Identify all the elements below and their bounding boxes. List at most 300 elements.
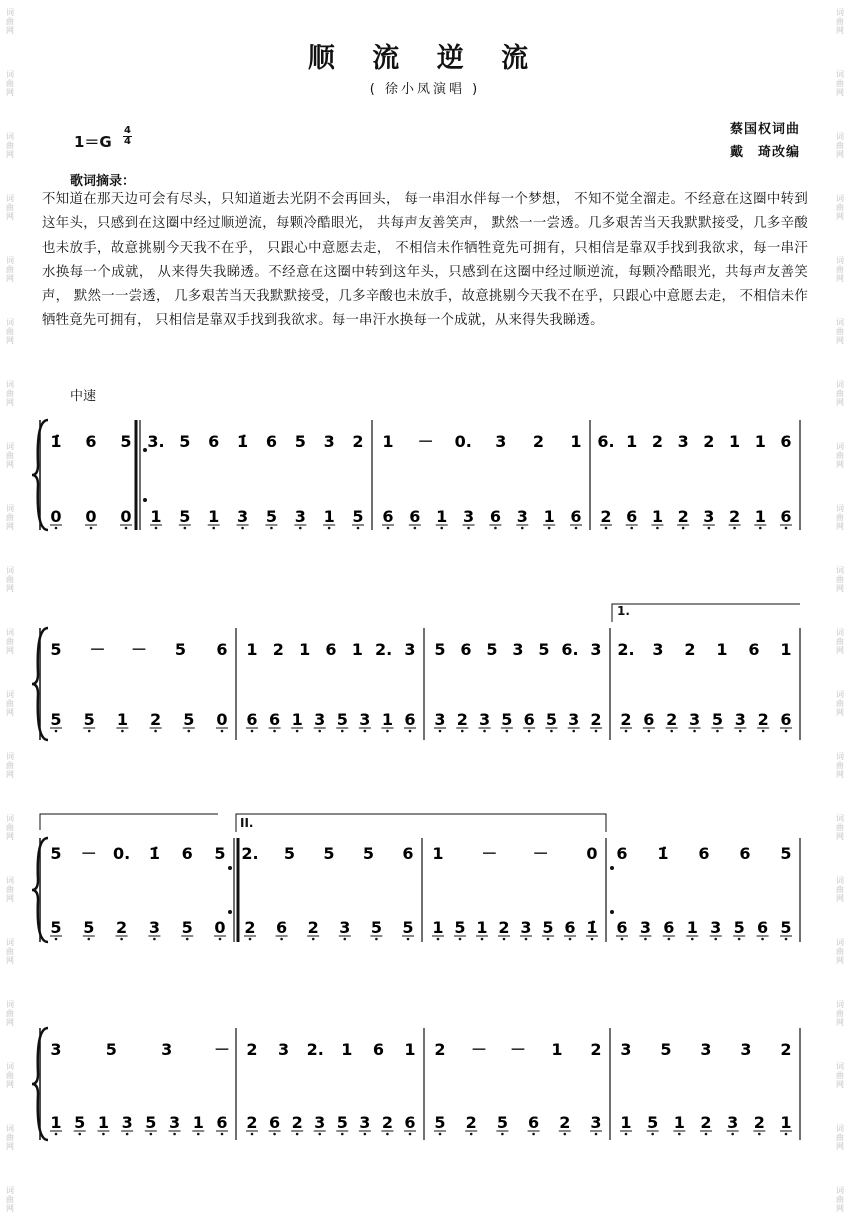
octave-dot (651, 1133, 654, 1136)
score-note: 2 (244, 918, 256, 937)
octave-dot (221, 1133, 224, 1136)
score-note: 6 (523, 710, 535, 729)
score-note: 5 (323, 844, 335, 863)
octave-dot (656, 527, 659, 530)
octave-dot (481, 938, 484, 941)
octave-dot (625, 730, 628, 733)
score-note: 3 (161, 1040, 173, 1059)
octave-dot (386, 730, 389, 733)
score-note: 0 (120, 507, 132, 526)
score-note: 2 (780, 1040, 792, 1059)
score-note: － (481, 844, 498, 863)
octave-dot (249, 938, 252, 941)
score-note: 5 (370, 918, 382, 937)
octave-dot (251, 730, 254, 733)
score-note: 3 (339, 918, 351, 937)
octave-dot (439, 1133, 442, 1136)
score-note: 6 (564, 918, 576, 937)
watermark-text: 词 曲 网 (6, 1000, 14, 1027)
score-note: 6 (246, 710, 258, 729)
watermark-text: 词 曲 网 (836, 628, 844, 655)
score-note: 6 (780, 432, 792, 451)
score-note: 5 (660, 1040, 672, 1059)
score-note: 1̇ (50, 432, 62, 451)
watermark-text: 词 曲 网 (6, 566, 14, 593)
octave-dot (328, 527, 331, 530)
volta-second-bracket (236, 814, 606, 832)
octave-dot (668, 938, 671, 941)
score-note: 3 (734, 710, 746, 729)
watermark-text: 词 曲 网 (836, 380, 844, 407)
score-note: 1̇ (148, 844, 160, 863)
score-note: 1 (382, 432, 394, 451)
score-note: 5 (362, 844, 375, 863)
octave-dot (644, 938, 647, 941)
watermark-text: 词 曲 网 (836, 752, 844, 779)
score-note: － (532, 844, 549, 863)
song-title: 顺 流 逆 流 (307, 43, 543, 74)
score-note: 6 (739, 844, 751, 863)
composer-credit: 蔡国权词曲 (729, 122, 800, 137)
octave-dot (318, 1133, 321, 1136)
score-note: 5 (179, 432, 191, 451)
score-note: 5 (402, 918, 414, 937)
octave-dot (280, 938, 283, 941)
score-note: － (417, 432, 434, 451)
score-note: 3. (147, 432, 165, 451)
score-note: 1̇ (657, 844, 669, 863)
score-note: 1 (686, 918, 698, 937)
score-note: 3 (323, 432, 335, 451)
octave-dot (648, 730, 651, 733)
score-note: － (89, 640, 106, 659)
octave-dot (547, 938, 550, 941)
score-note: 6 (269, 1113, 281, 1132)
score-note: 1 (543, 507, 555, 526)
score-note: 1 (716, 640, 728, 659)
score-note: 2 (757, 710, 769, 729)
score-note: 5 (352, 507, 364, 526)
score-note: 3 (568, 710, 580, 729)
octave-dot (761, 938, 764, 941)
octave-dot (344, 938, 347, 941)
score-note: 0 (85, 507, 97, 526)
score-note: 2. (306, 1040, 324, 1059)
octave-dot (364, 730, 367, 733)
score-note: 2 (498, 918, 510, 937)
score-note: 6 (616, 844, 628, 863)
score-note: 5 (647, 1113, 659, 1132)
watermark-text: 词 曲 网 (836, 690, 844, 717)
score-note: 3 (639, 918, 651, 937)
octave-dot (739, 730, 742, 733)
score-note: 3 (50, 1040, 62, 1059)
score-note: 6 (409, 507, 421, 526)
octave-dot (219, 938, 222, 941)
score-note: 5 (711, 710, 723, 729)
score-note: 5 (214, 844, 226, 863)
lyrics-heading: 歌词摘录： (70, 174, 136, 189)
score-note: 3 (359, 1113, 371, 1132)
score-note: 1 (754, 507, 766, 526)
octave-dot (414, 527, 417, 530)
octave-dot (120, 938, 123, 941)
score-note: 5 (283, 844, 296, 863)
octave-dot (572, 730, 575, 733)
score-note: 5 (336, 710, 348, 729)
octave-dot (407, 938, 410, 941)
octave-dot (733, 527, 736, 530)
score-note: 1 (291, 710, 303, 729)
octave-dot (88, 938, 91, 941)
score-note: 3 (512, 640, 524, 659)
watermark-text: 词 曲 网 (836, 256, 844, 283)
score-note: 3 (495, 432, 507, 451)
score-note: 3 (148, 918, 160, 937)
score-note: 1 (351, 640, 363, 659)
score-note: 6 (570, 507, 582, 526)
octave-dot (153, 938, 156, 941)
score-note: 6 (181, 844, 193, 863)
score-note: 2 (246, 1113, 258, 1132)
score-note: 6 (402, 844, 414, 863)
score-note: 5 (174, 640, 187, 659)
score-note: 3 (516, 507, 528, 526)
score-note: － (470, 1040, 488, 1059)
octave-dot (678, 1133, 681, 1136)
octave-dot (212, 527, 215, 530)
octave-dot (55, 527, 58, 530)
repeat-dot (610, 866, 614, 870)
score-note: 2 (677, 507, 689, 526)
watermark-text: 词 曲 网 (836, 1062, 844, 1089)
score-note: 3 (314, 1113, 326, 1132)
octave-dot (102, 1133, 105, 1136)
score-note: － (80, 844, 97, 863)
watermark-text: 词 曲 网 (6, 318, 14, 345)
watermark-text: 词 曲 网 (6, 690, 14, 717)
octave-dot (55, 938, 58, 941)
score-note: 6 (269, 710, 281, 729)
score-note: 6 (780, 507, 792, 526)
tempo-marking: 中速 (70, 389, 97, 404)
octave-dot (494, 527, 497, 530)
score-note: 6. (561, 640, 579, 659)
score-note: 1̇ (586, 918, 598, 937)
score-note: 3 (463, 507, 475, 526)
score-note: 3 (689, 710, 701, 729)
score-note: 5 (74, 1113, 86, 1132)
score-note: 0 (50, 507, 62, 526)
score-note: 3 (727, 1113, 739, 1132)
score-note: 1 (432, 918, 444, 937)
score-note: 5 (83, 710, 95, 729)
score-note: 2 (307, 918, 319, 937)
octave-dot (682, 527, 685, 530)
score-note: 5 (780, 844, 792, 863)
watermark-text: 词 曲 网 (6, 504, 14, 531)
octave-dot (55, 1133, 58, 1136)
octave-dot (564, 1133, 567, 1136)
octave-dot (188, 730, 191, 733)
score-note: 2 (291, 1113, 303, 1132)
octave-dot (125, 527, 128, 530)
score-note: 5 (183, 710, 195, 729)
score-note: 1̇ (237, 432, 249, 451)
octave-dot (296, 1133, 299, 1136)
octave-dot (241, 527, 244, 530)
score-note: 3 (294, 507, 306, 526)
score-note: 1 (404, 1040, 416, 1059)
score-note: 5 (434, 1113, 446, 1132)
octave-dot (605, 527, 608, 530)
score-note: 3 (620, 1040, 632, 1059)
score-note: 5 (120, 432, 132, 451)
octave-dot (154, 730, 157, 733)
octave-dot (88, 730, 91, 733)
octave-dot (197, 1133, 200, 1136)
score-note: 0 (216, 710, 228, 729)
score-note: 3 (740, 1040, 752, 1059)
octave-dot (621, 938, 624, 941)
score-note: 6 (404, 1113, 416, 1132)
score-note: 6 (489, 507, 501, 526)
watermark-text: 词 曲 网 (836, 504, 844, 531)
octave-dot (693, 730, 696, 733)
score-note: 3 (278, 1040, 290, 1059)
score-note: 2 (116, 918, 128, 937)
octave-dot (470, 1133, 473, 1136)
watermark-text: 词 曲 网 (6, 1062, 14, 1089)
octave-dot (270, 527, 273, 530)
score-note: 1 (192, 1113, 204, 1132)
score-note: 6 (616, 918, 628, 937)
score-note: 6 (382, 507, 394, 526)
score-note: 2. (617, 640, 635, 659)
score-note: 1 (780, 1113, 792, 1132)
score-note: 5 (496, 1113, 508, 1132)
score-note: 6 (757, 918, 769, 937)
octave-dot (528, 730, 531, 733)
watermark-text: 词 曲 网 (6, 70, 14, 97)
octave-dot (273, 730, 276, 733)
score-note: 1 (729, 432, 741, 451)
arranger-credit: 戴 琦改编 (729, 145, 800, 160)
score-note: 6 (216, 640, 228, 659)
score-note: 1 (620, 1113, 632, 1132)
score-note: 2 (559, 1113, 571, 1132)
octave-dot (630, 527, 633, 530)
score-note: 3 (237, 507, 249, 526)
score-note: 2 (246, 1040, 258, 1059)
repeat-dot (143, 498, 147, 502)
octave-dot (625, 1133, 628, 1136)
watermark-text: 词 曲 网 (6, 752, 14, 779)
score-note: 1 (299, 640, 311, 659)
octave-dot (525, 938, 528, 941)
watermark-text: 词 曲 网 (6, 814, 14, 841)
octave-dot (759, 527, 762, 530)
octave-dot (714, 938, 717, 941)
octave-dot (341, 1133, 344, 1136)
score-note: 1 (570, 432, 582, 451)
octave-dot (501, 1133, 504, 1136)
watermark-text: 词 曲 网 (6, 194, 14, 221)
score-note: 2 (465, 1113, 477, 1132)
volta-first-bracket-cont (40, 814, 218, 830)
score-note: 1 (651, 507, 663, 526)
score-note: 5 (265, 507, 277, 526)
octave-dot (173, 1133, 176, 1136)
score-note: 1 (323, 507, 335, 526)
score-note: 6 (372, 1040, 384, 1059)
octave-dot (296, 730, 299, 733)
score-note: 2 (684, 640, 696, 659)
octave-dot (705, 1133, 708, 1136)
octave-dot (591, 938, 594, 941)
lyrics-text: 不知道在那天边可会有尽头，只知道逝去光阴不会再回头， 每一串泪水伴每一个梦想， 不知不觉全溜走。不经意在这圈中转到这年头，只感到在这圈中经过顺逆流，每颗冷酷眼光， 共每声友善笑声， 默然一一尝透。几多艰苦当天我默默接受，几多辛酸也未放手，故意挑剔今天我不在乎， 只跟心中意愿去走， 不相信未作牺牲竟先可拥有，只相信是靠双手找到我欲求，每一串汗水换每一个成就， 从来得失我睇透。不经意在这圈中转到这年头，只感到在这圈中经过顺逆流，每颗冷酷眼光，共每声友善笑声， 默然一一尝透， 几多艰苦当天我默默接受，几多辛酸也未放手，故意挑剔今天我不在乎，只跟心中意愿去走， 不相信未作牺牲竟先可拥有， 只相信是靠双手找到我欲求。每一串汗水换每一个成就，从来得失我睇透。 (42, 192, 808, 329)
score-note: 6 (663, 918, 675, 937)
score-note: 2 (456, 710, 468, 729)
score-note: 5 (454, 918, 466, 937)
octave-dot (318, 730, 321, 733)
score-note: 6 (208, 432, 220, 451)
octave-dot (467, 527, 470, 530)
octave-dot (341, 730, 344, 733)
score-note: 1 (341, 1040, 353, 1059)
score-note: 0. (112, 844, 131, 863)
score-note: 3 (479, 710, 491, 729)
score-note: 2 (381, 1113, 393, 1132)
score-note: 3 (652, 640, 664, 659)
octave-dot (184, 527, 187, 530)
watermark-text: 词 曲 网 (836, 566, 844, 593)
octave-dot (575, 527, 578, 530)
octave-dot (55, 730, 58, 733)
score-note: 1 (97, 1113, 109, 1132)
watermark-text: 词 曲 网 (836, 132, 844, 159)
watermark-text: 词 曲 网 (6, 256, 14, 283)
score-note: 2 (590, 710, 602, 729)
score-note: 2 (600, 507, 612, 526)
octave-dot (483, 730, 486, 733)
score-note: 1 (476, 918, 488, 937)
score-note: － (130, 640, 148, 659)
octave-dot (691, 938, 694, 941)
volta-second-label: II. (240, 816, 254, 830)
octave-dot (364, 1133, 367, 1136)
score-note: 5 (733, 918, 745, 937)
octave-dot (506, 730, 509, 733)
octave-dot (532, 1133, 535, 1136)
score-note: 6 (528, 1113, 540, 1132)
watermark-text: 词 曲 网 (6, 380, 14, 407)
score-note: 3 (677, 432, 689, 451)
octave-dot (78, 1133, 81, 1136)
score-note: 1 (754, 432, 766, 451)
octave-dot (386, 1133, 389, 1136)
octave-dot (461, 730, 464, 733)
octave-dot (121, 730, 124, 733)
octave-dot (221, 730, 224, 733)
watermark-text: 词 曲 网 (836, 70, 844, 97)
score-note: － (509, 1040, 527, 1059)
score-note: 1 (432, 844, 444, 863)
octave-dot (708, 527, 711, 530)
score-note: 2 (729, 507, 741, 526)
octave-dot (409, 1133, 412, 1136)
score-note: 6 (404, 710, 416, 729)
watermark-text: 词 曲 网 (6, 628, 14, 655)
time-signature-bottom: 4 (124, 136, 131, 147)
octave-dot (409, 730, 412, 733)
score-note: 6 (216, 1113, 228, 1132)
score-note: 3 (710, 918, 722, 937)
score-note: 6 (643, 710, 655, 729)
watermark-text: 词 曲 网 (836, 318, 844, 345)
score-note: － (213, 1040, 231, 1059)
score-note: 2 (620, 710, 632, 729)
watermark-text: 词 曲 网 (6, 8, 14, 35)
score-note: 1 (436, 507, 448, 526)
score-note: 5 (145, 1113, 157, 1132)
score-note: 3 (314, 710, 326, 729)
octave-dot (126, 1133, 129, 1136)
octave-dot (670, 730, 673, 733)
score-note: 3 (434, 710, 446, 729)
score-note: 3 (700, 1040, 712, 1059)
score-note: 6 (626, 507, 638, 526)
octave-dot (503, 938, 506, 941)
score-note: 6 (85, 432, 97, 451)
score-note: 3 (520, 918, 532, 937)
score-note: 6. (597, 432, 615, 451)
watermark-text: 词 曲 网 (6, 876, 14, 903)
score-note: 6 (265, 432, 277, 451)
score-note: 1 (626, 432, 638, 451)
score-note: 5 (780, 918, 792, 937)
score-note: 1 (381, 710, 393, 729)
score-note: 5 (50, 710, 62, 729)
score-note: 5 (294, 432, 306, 451)
score-note: 1 (116, 710, 128, 729)
score-note: 2 (434, 1040, 446, 1059)
octave-dot (90, 527, 93, 530)
score-note: 2 (352, 432, 364, 451)
octave-dot (548, 527, 551, 530)
octave-dot (299, 527, 302, 530)
score-note: 1 (673, 1113, 685, 1132)
score-note: 1 (551, 1040, 563, 1059)
score-note: 3 (703, 507, 715, 526)
score-note: 6 (460, 640, 472, 659)
octave-dot (440, 527, 443, 530)
key-signature: 1＝G (74, 133, 112, 151)
octave-dot (785, 1133, 788, 1136)
score-note: 1 (50, 1113, 62, 1132)
octave-dot (251, 1133, 254, 1136)
volta-first-bracket (612, 604, 800, 622)
score-note: 2 (666, 710, 678, 729)
score-note: 5 (50, 844, 62, 863)
octave-dot (312, 938, 315, 941)
volta-first-label: 1. (617, 604, 630, 618)
score-note: 2 (272, 640, 284, 659)
score-note: 5 (50, 918, 62, 937)
repeat-dot (228, 866, 232, 870)
score-note: 2 (590, 1040, 602, 1059)
watermark-text: 词 曲 网 (6, 1186, 14, 1213)
